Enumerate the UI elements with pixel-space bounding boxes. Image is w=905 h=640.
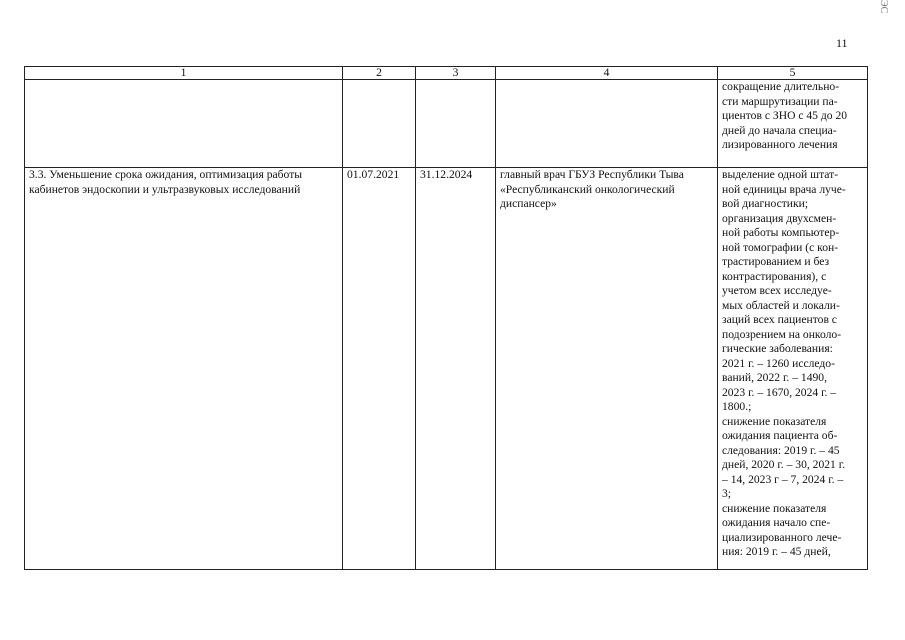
measures-table xyxy=(24,66,868,570)
header-cell-5: 5 xyxy=(718,67,868,80)
table-row-item-3-3 xyxy=(25,168,868,570)
cont-cell-4 xyxy=(496,80,718,168)
item-result: выделение одной штат- ной единицы врача луче- вой диагностики; организация двухсмен- ной работы компьютер- ной томографии (с кон- трастированием и без контрастирования), с учетом всех исследуе- мых областей и локали- заций всех пациентов с подозрением на онколо- гические заболевания: 2021 г. – 1260 исследо- ваний, 2022 г. – 1490, 2023 г. – 1670, 2024 г. – 1800.; снижение показателя ожидания пациента об- следования: 2019 г. – 45 дней, 2020 г. – 30, 2021 г. – 14, 2023 г – 7, 2024 г. – 3; снижение показателя ожидания начало спе- циализированного лече- ния: 2019 г. – 45 дней, xyxy=(718,168,868,570)
margin-mark: ЭС xyxy=(878,0,889,14)
page-number: 11 xyxy=(836,36,848,50)
cont-cell-2 xyxy=(343,80,416,168)
cont-cell-result: сокращение длительно- сти маршрутизации па- циентов с ЗНО с 45 до 20 дней до начала специа- лизированного лечения xyxy=(718,80,868,168)
table-row-continuation xyxy=(25,80,868,168)
header-cell-3: 3 xyxy=(416,67,496,80)
item-measure-name: 3.3. Уменьшение срока ожидания, оптимизация работы кабинетов эндоскопии и ультразвуковых исследований xyxy=(25,168,343,570)
cont-cell-3 xyxy=(416,80,496,168)
item-responsible: главный врач ГБУЗ Республики Тыва «Республиканский онкологический диспансер» xyxy=(496,168,718,570)
header-cell-4: 4 xyxy=(496,67,718,80)
table-header-row xyxy=(25,67,868,80)
item-end-date: 31.12.2024 xyxy=(416,168,496,570)
header-cell-2: 2 xyxy=(343,67,416,80)
header-cell-1: 1 xyxy=(25,67,343,80)
cont-cell-1 xyxy=(25,80,343,168)
item-start-date: 01.07.2021 xyxy=(343,168,416,570)
